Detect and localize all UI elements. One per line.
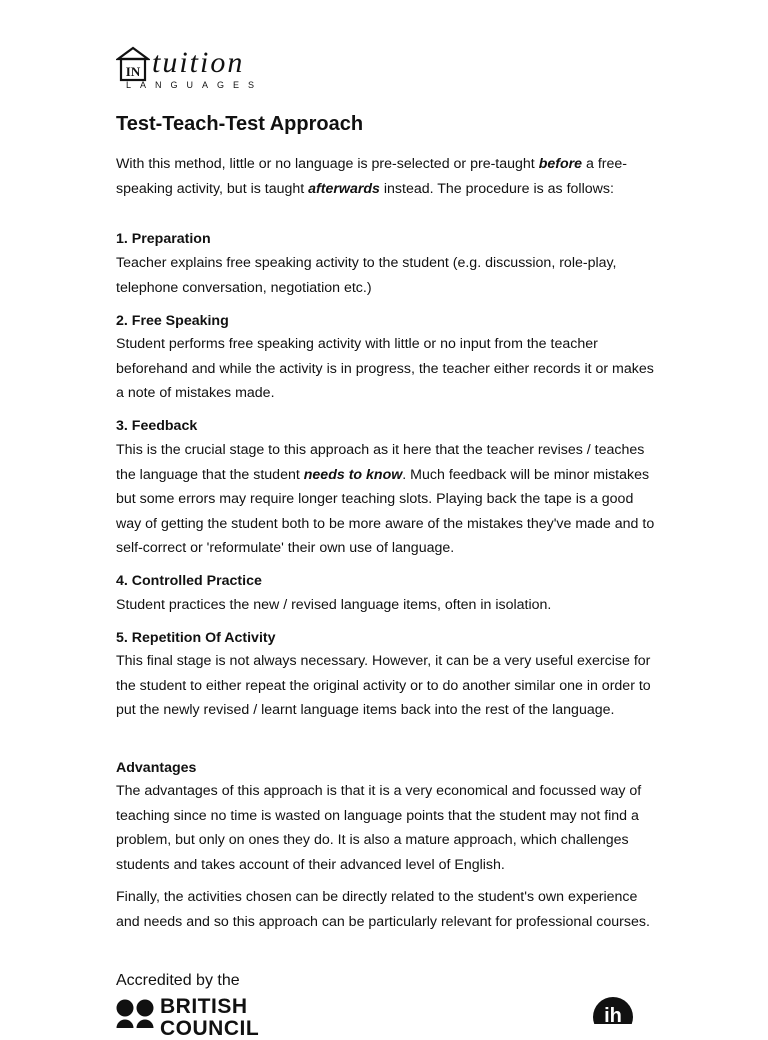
british-council-line-2: COUNCIL: [160, 1017, 260, 1040]
british-council-logo: [116, 995, 276, 1040]
advantages-body-1: The advantages of this approach is that it is a very economical and focussed way of teaching since no time is wasted on language points that the student may not find a problem, but only on ones they do. It is also a mature approach, which challenges students and takes account of their advanced level of English.: [116, 783, 642, 873]
feedback-emphasis: needs to know: [303, 466, 403, 483]
intro-text-1: With this method, little or no language is pre-selected or pre-taught: [116, 156, 539, 172]
intro-text-3: instead. The procedure is as follows:: [379, 180, 614, 197]
house-logo-icon: [116, 46, 150, 82]
logo-subtitle: LANGUAGES: [126, 80, 264, 90]
preparation-heading: 1. Preparation: [116, 231, 211, 247]
intro-text-2: a free-speaking activity, but is taught: [116, 156, 628, 197]
feedback-text-2: . Much feedback will be minor mistakes but some errors may require longer teaching slots. Playing back the tape is a good way of getting the student both to be more aware of the mistakes they've made and to self-correct or 'reformulate' their own use of language.: [116, 466, 655, 556]
repetition-body: This final stage is not always necessary. However, it can be a very useful exercise for the student to either repeat the original activity or to do another similar one in order to put the newly revised / learnt language items back into the rest of the language.: [116, 653, 651, 718]
ih-logo-text: ih: [604, 1005, 622, 1024]
controlled-practice-heading: 4. Controlled Practice: [116, 573, 262, 589]
logo-badge-text: IN: [125, 64, 141, 79]
advantages-heading: Advantages: [116, 760, 197, 776]
advantages-body-2: Finally, the activities chosen can be directly related to the student's own experience and needs and so this approach can be particularly relevant for professional courses.: [116, 889, 650, 930]
preparation-body: Teacher explains free speaking activity to the student (e.g. discussion, role-play, telephone conversation, negotiation etc.): [116, 255, 617, 296]
feedback-body: [116, 438, 661, 561]
controlled-practice-body: Student practices the new / revised language items, often in isolation.: [116, 597, 552, 613]
accredited-label: Accredited by the: [116, 972, 240, 989]
intro-emphasis-before: before: [538, 156, 583, 172]
british-council-wordmark: [160, 996, 259, 1040]
page-title: Test-Teach-Test Approach: [116, 113, 364, 135]
feedback-heading: 3. Feedback: [116, 418, 198, 434]
intro-emphasis-afterwards: afterwards: [308, 180, 380, 197]
intro-paragraph: [116, 152, 661, 201]
intuition-logo: [116, 44, 286, 94]
british-council-line-1: BRITISH: [160, 995, 248, 1018]
ih-logo-icon: [592, 996, 634, 1024]
logo-wordmark: tuition: [152, 46, 245, 79]
free-speaking-body: Student performs free speaking activity with little or no input from the teacher beforehand and while the activity is in progress, the teacher either records it or makes a note of mistakes made.: [116, 336, 654, 401]
feedback-text-1: This is the crucial stage to this approach as it here that the teacher revises / teaches the language that the student: [116, 442, 645, 483]
repetition-heading: 5. Repetition Of Activity: [116, 630, 276, 646]
free-speaking-heading: 2. Free Speaking: [116, 313, 229, 329]
